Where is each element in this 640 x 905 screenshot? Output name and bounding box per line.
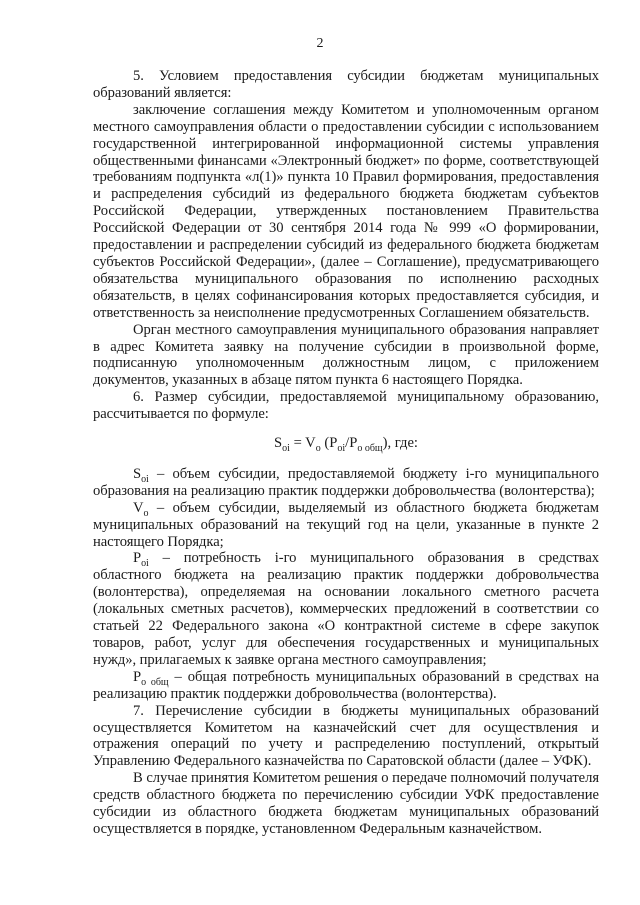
term-s-oi: $S_{oi}$ [133, 465, 149, 485]
definition-v-o: $V_o$ – объем субсидии, выделяемый из областного бюджета бюджетам муниципальных образований на текущий год на цели, указанные в пункте 2 настоящего Порядка; [93, 499, 599, 550]
definition-p-o-obsh: $P_{o общ}$ – общая потребность муниципальных образований в средствах на реализацию практик поддержки добровольчества (волонтерства). [93, 668, 599, 702]
term-v-o: $V_o$ [133, 499, 149, 519]
formula-s-sub: oi [282, 442, 290, 454]
formula-eq: = V [289, 435, 316, 452]
formula-open: (P [320, 435, 338, 452]
subsidy-formula [93, 435, 599, 452]
definition-p-oi: $P_{oi}$ – потребность i-го муниципального образования в средствах областного бюджета на реализацию практик поддержки добровольчества (волонтерства), определяемая на основании локального сметного расчета (локальных сметных расчетов), коммерческих предложений в соответствии со статьей 22 Федерального закона «О контрактной системе в сфере закупок товаров, работ, услуг для обеспечения государственных и муниципальных нужд», прилагаемых к заявке органа местного самоуправления; [93, 550, 599, 668]
formula-v-sub: o [315, 442, 321, 454]
formula-slash: /P [345, 435, 358, 452]
formula-p-sub: oi [337, 442, 346, 454]
formula-close: ), где: [382, 435, 418, 452]
document-body [93, 68, 599, 838]
paragraph-5-condition: заключение соглашения между Комитетом и уполномоченным органом местного самоуправления области о предоставлении субсидии с использованием государственной интегрированной информационной системы управления общественными финансами «Электронный бюджет» по форме, соответствующей требованиям подпункта «л(1)» пункта 10 Правил формирования, предоставления и распределения субсидий из федерального бюджета бюджетам субъектов Российской Федерации, утвержденных постановлением Правительства Российской Федерации от 30 сентября 2014 года № 999 «О формировании, предоставлении и распределении субсидий из федерального бюджета бюджетам субъектов Российской Федерации», (далее – Соглашение), предусматривающего обязательства муниципального образования по исполнению расходных обязательств, в целях софинансирования которых предоставляется субсидия, и ответственность за неисполнение предусмотренных Соглашением обязательств. [93, 101, 599, 321]
paragraph-7: 7. Перечисление субсидии в бюджеты муниципальных образований осуществляется Комитетом на казначейский счет для осуществления и отражения операций по учету и распределению поступлений, открытый Управлению Федерального казначейства по Саратовской области (далее – УФК). [93, 702, 599, 770]
definition-s-oi: $S_{oi}$ – объем субсидии, предоставляемой бюджету i-го муниципального образования на реализацию практик поддержки добровольчества (волонтерства); [93, 465, 599, 499]
term-p-o-obsh: $P_{o общ}$ [133, 668, 169, 688]
formula-s: S [274, 435, 283, 452]
formula-pt-sub: o общ [357, 442, 383, 454]
paragraph-7-transfer: В случае принятия Комитетом решения о передаче полномочий получателя средств областного бюджета по перечислению субсидии УФК предоставление субсидии из областного бюджета бюджетам муниципальных образований осуществляется в порядке, установленном Федеральным казначейством. [93, 770, 599, 837]
paragraph-5-heading: 5. Условием предоставления субсидии бюджетам муниципальных образований является: [93, 68, 599, 101]
paragraph-5-application: Орган местного самоуправления муниципального образования направляет в адрес Комитета заявку на получение субсидии в произвольной форме, подписанную уполномоченным должностным лицом, с приложением документов, указанных в абзаце пятом пункта 6 настоящего Порядка. [93, 321, 599, 389]
term-p-oi: $P_{oi}$ [133, 550, 149, 570]
page-number: 2 [316, 36, 324, 51]
paragraph-6-heading: 6. Размер субсидии, предоставляемой муниципальному образованию, рассчитывается по формуле: [93, 389, 599, 423]
